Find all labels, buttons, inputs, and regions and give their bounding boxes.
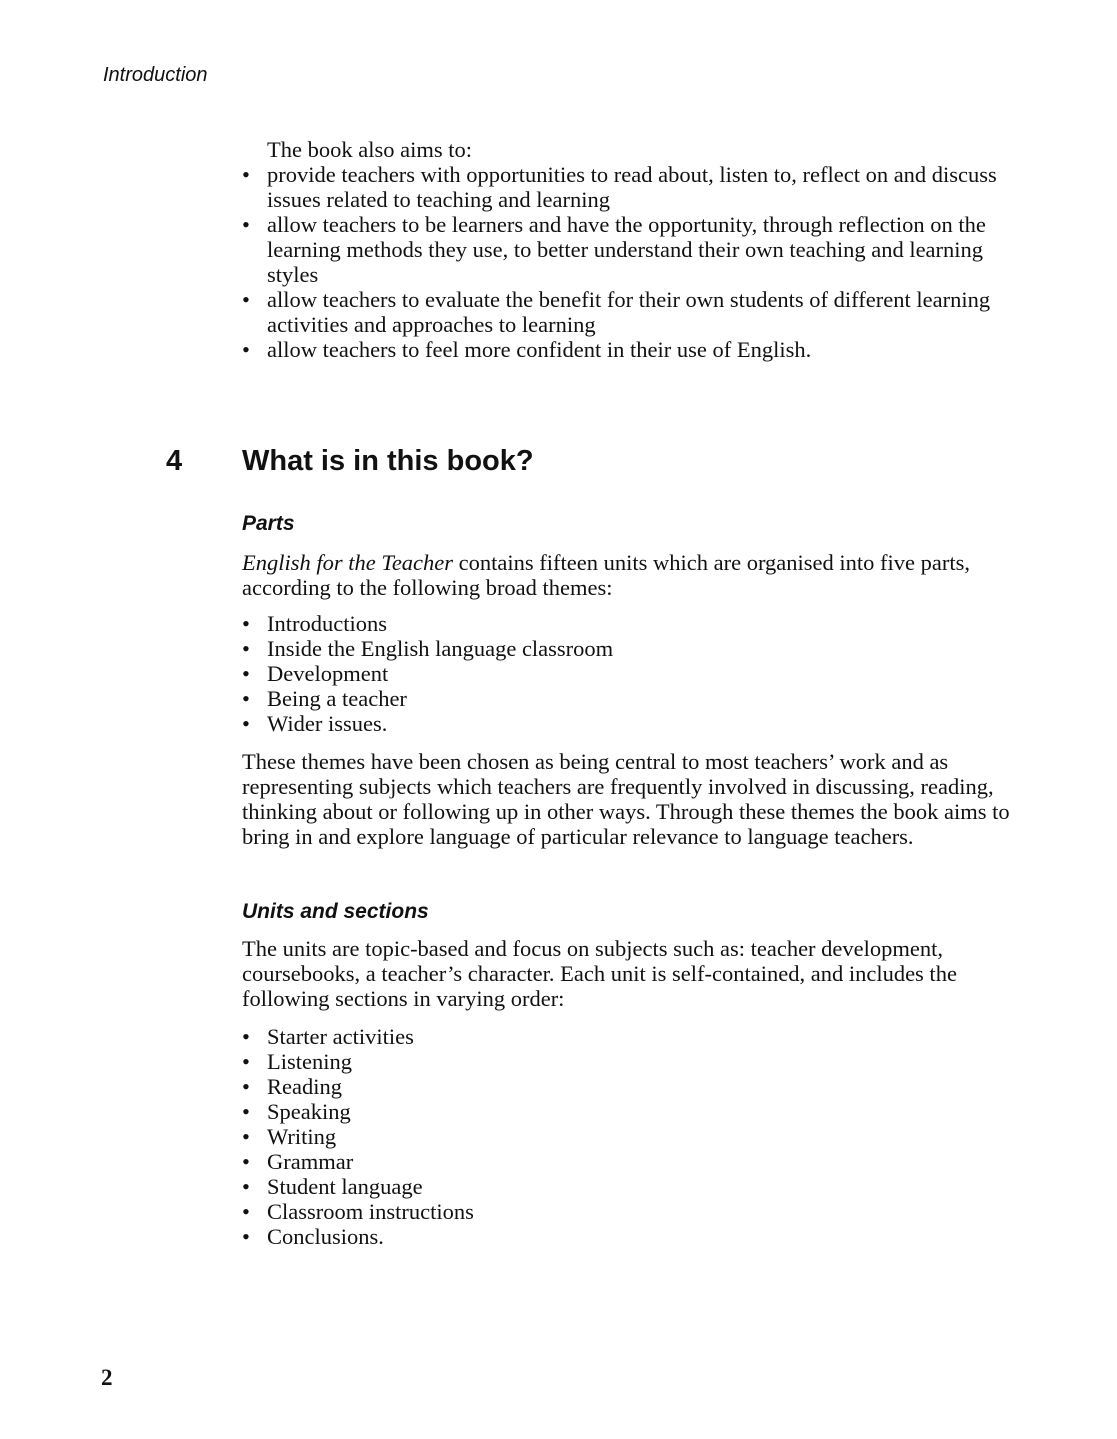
themes-list [242,611,1022,736]
units-paragraph-block [242,936,1022,1011]
list-item: • Grammar [242,1149,1022,1174]
page-number: 2 [101,1365,113,1390]
parts-intro-paragraph [242,550,1022,600]
list-item: • Introductions [242,611,1022,636]
section-title: What is in this book? [242,445,534,477]
parts-intro-text: contains fifteen units which are organised into five parts, according to the following broad themes: [242,550,970,600]
list-item: • Starter activities [242,1024,1022,1049]
themes-paragraph: These themes have been chosen as being central to most teachers’ work and as representing subjects which teachers are frequently involved in discussing, reading, thinking about or following up in other ways. Through these themes the book aims to bring in and explore language of particular relevance to language teachers. [242,749,1010,849]
list-item: • allow teachers to be learners and have the opportunity, through reflection on the learning methods they use, to better understand their own teaching and learning styles [242,212,1022,287]
list-item: • allow teachers to feel more confident in their use of English. [242,337,1022,362]
themes-list-block [242,611,1022,736]
list-item: • Inside the English language classroom [242,636,1022,661]
units-paragraph: The units are topic-based and focus on subjects such as: teacher development, coursebooks, a teacher’s character. Each unit is self-contained, and includes the following sections in varying order: [242,936,957,1011]
book-title: English for the Teacher [242,550,454,575]
sections-list [242,1024,1022,1249]
sections-list-block [242,1024,1022,1249]
themes-paragraph-block [242,749,1022,849]
list-item: • Development [242,661,1022,686]
list-item: • allow teachers to evaluate the benefit for their own students of different learning activities and approaches to learning [242,287,1022,337]
units-subsection [242,899,1022,925]
units-heading: Units and sections [242,900,429,923]
list-item: • Being a teacher [242,686,1022,711]
intro-bullet-list [242,162,1022,362]
parts-heading: Parts [242,512,295,535]
list-item: • Reading [242,1074,1022,1099]
section-number: 4 [166,445,183,477]
parts-subsection [242,511,1022,537]
list-item: • Conclusions. [242,1224,1022,1249]
intro-block [242,137,1022,362]
list-item: • provide teachers with opportunities to read about, listen to, reflect on and discuss issues related to teaching and learning [242,162,1022,212]
list-item: • Student language [242,1174,1022,1199]
list-item: • Classroom instructions [242,1199,1022,1224]
list-item: • Writing [242,1124,1022,1149]
list-item: • Speaking [242,1099,1022,1124]
list-item: • Wider issues. [242,711,1022,736]
list-item: • Listening [242,1049,1022,1074]
running-header: Introduction [103,64,208,86]
intro-lead: The book also aims to: [267,137,472,162]
